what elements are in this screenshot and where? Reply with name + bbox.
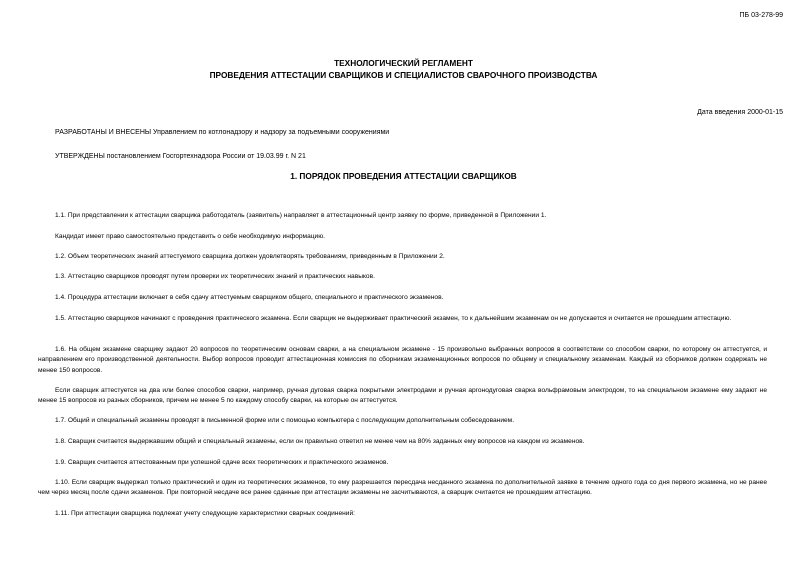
introduction-date: Дата введения 2000-01-15 bbox=[697, 109, 783, 116]
paragraph: 1.10. Если сварщик выдержал только практический и один из теоретических экзаменов, то ему разрешается пересдача несданного экзамена по дополнительной заявке в течение одного года со дня первого экзамена, но не ранее чем через месяц после сдачи экзаменов. При повторной несдаче все ранее сданные при аттестации экзамены не засчитываются, а сварщик считается не прошедшим аттестацию. bbox=[38, 479, 767, 497]
paragraph: 1.4. Процедура аттестации включает в себя сдачу аттестуемым сварщиком общего, специального и практического экзаменов. bbox=[55, 294, 444, 301]
paragraph: 1.7. Общий и специальный экзамены проводят в письменной форме или с помощью компьютера с последующим дополнительным собеседованием. bbox=[55, 417, 515, 424]
section-heading: 1. ПОРЯДОК ПРОВЕДЕНИЯ АТТЕСТАЦИИ СВАРЩИКОВ bbox=[290, 171, 517, 181]
paragraph: 1.3. Аттестацию сварщиков проводят путем проверки их теоретических знаний и практических навыков. bbox=[55, 273, 375, 280]
paragraph: 1.11. При аттестации сварщика подлежат учету следующие характеристики сварных соединений: bbox=[55, 510, 355, 517]
document-title-line-1: ТЕХНОЛОГИЧЕСКИЙ РЕГЛАМЕНТ bbox=[334, 58, 473, 68]
paragraph: 1.1. При представлении к аттестации сварщика работодатель (заявитель) направляет в аттестационный центр заявку по форме, приведенной в Приложении 1. bbox=[55, 212, 547, 219]
paragraph: Кандидат имеет право самостоятельно представить о себе необходимую информацию. bbox=[55, 233, 325, 240]
document-code: ПБ 03-278-99 bbox=[739, 12, 783, 19]
developed-by-note: РАЗРАБОТАНЫ И ВНЕСЕНЫ Управлением по котлонадзору и надзору за подъемными сооружениями bbox=[55, 129, 390, 136]
paragraph: 1.2. Объем теоретических знаний аттестуемого сварщика должен удовлетворять требованиям, приведенным в Приложении 2. bbox=[55, 253, 445, 260]
approved-by-note: УТВЕРЖДЕНЫ постановлением Госгортехнадзора России от 19.03.99 г. N 21 bbox=[55, 153, 306, 160]
document-title-line-2: ПРОВЕДЕНИЯ АТТЕСТАЦИИ СВАРЩИКОВ И СПЕЦИАЛИСТОВ СВАРОЧНОГО ПРОИЗВОДСТВА bbox=[209, 70, 598, 80]
paragraph: 1.5. Аттестацию сварщиков начинают с проведения практического экзамена. Если сварщик не выдерживает практический экзамен, то к дальнейшим экзаменам он не допускается и считается не прошедшим аттестацию. bbox=[55, 315, 732, 322]
paragraph: Если сварщик аттестуется на два или более способов сварки, например, ручная дуговая сварка покрытыми электродами и ручная аргонодуговая сварка вольфрамовым электродом, то на специальном экзамене ему задают не менее 15 вопросов из разных сборников, причем не менее 5 по каждому способу сварки, на которые он аттестуется. bbox=[38, 387, 767, 405]
paragraph: 1.9. Сварщик считается аттестованным при успешной сдаче всех теоретических и практического экзаменов. bbox=[55, 459, 389, 466]
paragraph: 1.6. На общем экзамене сварщику задают 20 вопросов по теоретическим основам сварки, а на специальном экзамене - 15 произвольно выбранных вопросов в соответствии со способом сварки, по которому он аттестуется, и направлением его производственной деятельности. Выбор вопросов проводит аттестационная комиссия по сборникам экзаменационных вопросов по общему и специальному экзаменам. Каждый из сборников должен содержать не менее 150 вопросов. bbox=[38, 346, 767, 374]
paragraph: 1.8. Сварщик считается выдержавшим общий и специальный экзамены, если он правильно ответил не менее чем на 80% заданных ему вопросов на каждом из экзаменов. bbox=[55, 438, 585, 445]
